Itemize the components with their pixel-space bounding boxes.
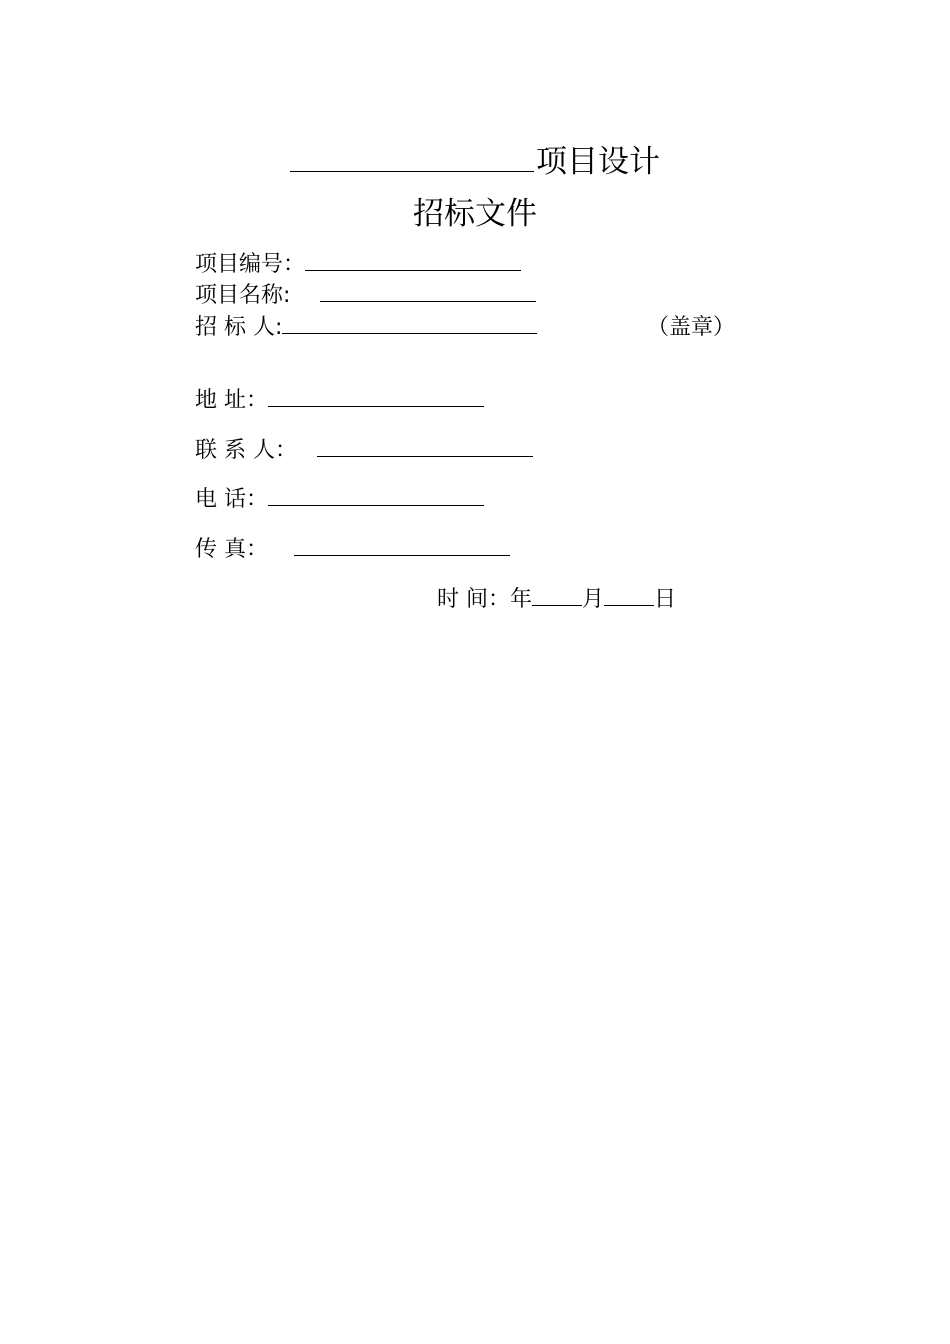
phone-blank-line [268, 485, 484, 506]
date-row [437, 585, 676, 615]
phone-row [195, 485, 484, 515]
tenderer-blank-line [282, 313, 537, 334]
seal-note: （盖章） [647, 315, 736, 340]
fax-blank-line [294, 535, 510, 556]
contact-row [195, 436, 533, 466]
project-name-blank-line [290, 138, 534, 172]
day-label: 日 [654, 587, 677, 612]
document-title [0, 138, 950, 182]
project-name-label: 项目名称: [195, 283, 291, 308]
project-name-row [195, 281, 536, 311]
project-number-label: 项目编号： [195, 252, 306, 277]
tenderer-label: 招 标 人: [195, 315, 283, 340]
project-number-blank-line [305, 250, 521, 271]
address-label: 地 址： [195, 388, 268, 413]
title-suffix: 项目设计 [536, 144, 660, 180]
address-blank-line [268, 386, 484, 407]
year-label: 年 [510, 587, 533, 612]
fax-row [195, 535, 510, 565]
phone-label: 电 话： [195, 487, 268, 512]
day-blank-line [604, 585, 654, 606]
contact-label: 联 系 人： [195, 438, 297, 463]
document-subtitle: 招标文件 [413, 196, 537, 232]
address-row [195, 386, 484, 416]
month-label: 月 [582, 587, 605, 612]
month-blank-line [532, 585, 582, 606]
tenderer-row [195, 313, 537, 343]
date-label: 时 间： [437, 587, 510, 612]
project-name-blank-line [320, 281, 536, 302]
fax-label: 传 真： [195, 537, 268, 562]
project-number-row [195, 250, 521, 280]
contact-blank-line [317, 436, 533, 457]
